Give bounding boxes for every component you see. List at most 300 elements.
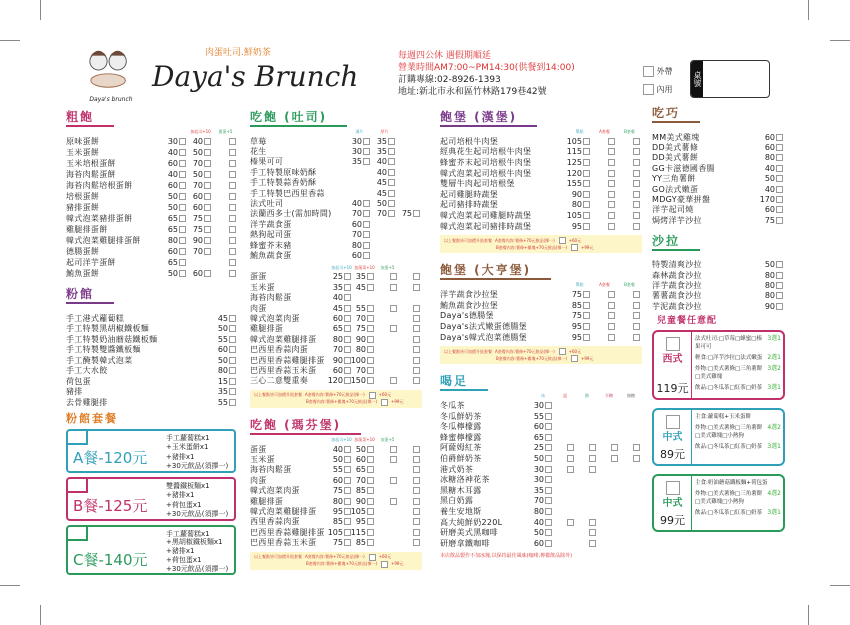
choose-count: 4選2 bbox=[767, 490, 781, 498]
order-checkbox[interactable] bbox=[413, 357, 420, 364]
price-cell bbox=[213, 356, 238, 365]
order-checkbox[interactable] bbox=[179, 193, 186, 200]
order-checkbox[interactable] bbox=[179, 182, 186, 189]
menu-item bbox=[652, 174, 785, 184]
crop-mark bbox=[0, 40, 20, 41]
order-checkbox[interactable] bbox=[367, 518, 374, 525]
order-checkbox[interactable] bbox=[545, 529, 552, 536]
promo-b-checkbox[interactable] bbox=[571, 244, 578, 251]
order-checkbox[interactable] bbox=[229, 325, 236, 332]
price-cell bbox=[213, 345, 238, 354]
order-checkbox[interactable] bbox=[367, 315, 374, 322]
order-checkbox[interactable] bbox=[633, 223, 640, 230]
order-checkbox[interactable] bbox=[589, 455, 596, 462]
order-checkbox[interactable] bbox=[776, 134, 783, 141]
order-checkbox[interactable] bbox=[204, 182, 211, 189]
order-checkbox[interactable] bbox=[204, 204, 211, 211]
order-checkbox[interactable] bbox=[229, 315, 236, 322]
order-checkbox[interactable] bbox=[344, 315, 351, 322]
order-checkbox[interactable] bbox=[344, 498, 351, 505]
order-checkbox[interactable] bbox=[633, 334, 640, 341]
order-checkbox[interactable] bbox=[229, 226, 236, 233]
price-cell bbox=[399, 446, 422, 453]
order-checkbox[interactable] bbox=[776, 154, 783, 161]
order-checkbox[interactable] bbox=[545, 540, 552, 547]
order-checkbox[interactable] bbox=[390, 284, 397, 291]
noodle-sets-title: 粉館套餐 bbox=[66, 411, 118, 425]
order-checkbox[interactable] bbox=[390, 446, 397, 453]
price-cell bbox=[576, 455, 598, 462]
order-checkbox[interactable] bbox=[179, 138, 186, 145]
column-headers bbox=[440, 391, 642, 400]
promo-a-checkbox[interactable] bbox=[559, 348, 566, 355]
item-price: 80 bbox=[764, 153, 775, 163]
order-checkbox[interactable] bbox=[229, 149, 236, 156]
item-price: 80 bbox=[355, 345, 366, 355]
order-checkbox[interactable] bbox=[367, 284, 374, 291]
order-checkbox[interactable] bbox=[390, 456, 397, 463]
order-checkbox[interactable] bbox=[344, 456, 351, 463]
order-checkbox[interactable] bbox=[583, 170, 590, 177]
order-checkbox[interactable] bbox=[367, 446, 374, 453]
order-checkbox[interactable] bbox=[229, 367, 236, 374]
order-checkbox[interactable] bbox=[608, 212, 615, 219]
order-checkbox[interactable] bbox=[179, 237, 186, 244]
order-checkbox[interactable] bbox=[229, 259, 236, 266]
order-checkbox[interactable] bbox=[608, 191, 615, 198]
order-checkbox[interactable] bbox=[583, 201, 590, 208]
order-checkbox[interactable] bbox=[589, 540, 596, 547]
order-checkbox[interactable] bbox=[608, 312, 615, 319]
order-checkbox[interactable] bbox=[390, 377, 397, 384]
meal-option-line[interactable] bbox=[695, 354, 781, 362]
order-checkbox[interactable] bbox=[589, 529, 596, 536]
menu-item bbox=[250, 188, 422, 198]
order-checkbox[interactable] bbox=[344, 466, 351, 473]
order-checkbox[interactable] bbox=[583, 191, 590, 198]
order-checkbox[interactable] bbox=[367, 336, 374, 343]
order-checkbox[interactable] bbox=[545, 508, 552, 515]
order-checkbox[interactable] bbox=[583, 212, 590, 219]
order-checkbox[interactable] bbox=[608, 302, 615, 309]
kids-meal-card[interactable] bbox=[652, 474, 785, 532]
order-checkbox[interactable] bbox=[413, 466, 420, 473]
order-checkbox[interactable] bbox=[229, 248, 236, 255]
order-checkbox[interactable] bbox=[367, 529, 374, 536]
item-price: 65 bbox=[167, 258, 178, 267]
kids-meal-card[interactable] bbox=[652, 330, 785, 400]
order-checkbox[interactable] bbox=[229, 182, 236, 189]
order-checkbox[interactable] bbox=[367, 367, 374, 374]
meal-option-line[interactable] bbox=[695, 443, 781, 451]
meal-option-line[interactable] bbox=[695, 413, 781, 421]
order-checkbox[interactable] bbox=[367, 508, 374, 515]
order-checkbox[interactable] bbox=[344, 325, 351, 332]
order-checkbox[interactable] bbox=[567, 466, 574, 473]
meal-option-line[interactable] bbox=[695, 479, 781, 487]
order-checkbox[interactable] bbox=[545, 402, 552, 409]
order-checkbox[interactable] bbox=[633, 159, 640, 166]
menu-item bbox=[250, 506, 422, 516]
order-checkbox[interactable] bbox=[413, 346, 420, 353]
order-checkbox[interactable] bbox=[229, 399, 236, 406]
price-cell bbox=[567, 311, 592, 320]
order-checkbox[interactable] bbox=[204, 171, 211, 178]
order-checkbox[interactable] bbox=[633, 444, 640, 451]
order-checkbox[interactable] bbox=[367, 477, 374, 484]
store-info bbox=[398, 50, 575, 98]
order-checkbox[interactable] bbox=[344, 477, 351, 484]
order-checkbox[interactable] bbox=[413, 210, 420, 217]
takeout-option[interactable]: 外帶 bbox=[642, 63, 673, 81]
order-checkbox[interactable] bbox=[367, 305, 374, 312]
order-checkbox[interactable] bbox=[204, 270, 211, 277]
price-cell bbox=[617, 201, 642, 208]
order-checkbox[interactable] bbox=[229, 336, 236, 343]
order-checkbox[interactable] bbox=[413, 325, 420, 332]
order-checkbox[interactable] bbox=[608, 138, 615, 145]
order-checkbox[interactable] bbox=[363, 221, 370, 228]
order-checkbox[interactable] bbox=[583, 138, 590, 145]
noodle-set-a[interactable] bbox=[66, 429, 236, 473]
order-checkbox[interactable] bbox=[367, 346, 374, 353]
order-checkbox[interactable] bbox=[229, 204, 236, 211]
meal-option-line[interactable] bbox=[695, 509, 781, 517]
order-checkbox[interactable] bbox=[413, 284, 420, 291]
order-checkbox[interactable] bbox=[229, 215, 236, 222]
order-checkbox[interactable] bbox=[179, 226, 186, 233]
order-checkbox[interactable] bbox=[363, 210, 370, 217]
order-checkbox[interactable] bbox=[363, 158, 370, 165]
menu-item bbox=[66, 191, 238, 202]
order-checkbox[interactable] bbox=[633, 291, 640, 298]
order-checkbox[interactable] bbox=[388, 210, 395, 217]
menu-item bbox=[250, 475, 422, 485]
order-checkbox[interactable] bbox=[413, 273, 420, 280]
meal-option-line[interactable] bbox=[695, 384, 781, 392]
order-checkbox[interactable] bbox=[545, 455, 552, 462]
order-checkbox[interactable] bbox=[633, 212, 640, 219]
order-checkbox[interactable] bbox=[367, 498, 374, 505]
order-checkbox[interactable] bbox=[776, 165, 783, 172]
order-checkbox[interactable] bbox=[229, 388, 236, 395]
order-checkbox[interactable] bbox=[545, 413, 552, 420]
order-checkbox[interactable] bbox=[776, 206, 783, 213]
order-checkbox[interactable] bbox=[204, 193, 211, 200]
order-checkbox[interactable] bbox=[204, 215, 211, 222]
order-checkbox[interactable] bbox=[776, 292, 783, 299]
order-checkbox[interactable] bbox=[583, 312, 590, 319]
order-checkbox[interactable] bbox=[344, 518, 351, 525]
order-checkbox[interactable] bbox=[204, 138, 211, 145]
order-checkbox[interactable] bbox=[633, 148, 640, 155]
order-checkbox[interactable] bbox=[545, 519, 552, 526]
order-checkbox[interactable] bbox=[413, 446, 420, 453]
order-checkbox[interactable] bbox=[344, 367, 351, 374]
item-name: 海苔肉鬆培根蛋餅 bbox=[66, 181, 133, 190]
order-checkbox[interactable] bbox=[413, 377, 420, 384]
order-checkbox[interactable] bbox=[776, 175, 783, 182]
item-price: 60 bbox=[332, 313, 343, 323]
price-cell bbox=[330, 465, 353, 474]
order-checkbox[interactable] bbox=[583, 302, 590, 309]
order-checkbox[interactable] bbox=[367, 273, 374, 280]
order-checkbox[interactable] bbox=[583, 223, 590, 230]
order-checkbox[interactable] bbox=[633, 191, 640, 198]
price-cell bbox=[350, 527, 376, 537]
promo-b-checkbox[interactable] bbox=[571, 355, 578, 362]
order-checkbox[interactable] bbox=[229, 138, 236, 145]
order-checkbox[interactable] bbox=[204, 160, 211, 167]
order-checkbox[interactable] bbox=[633, 455, 640, 462]
order-checkbox[interactable] bbox=[567, 455, 574, 462]
order-checkbox[interactable] bbox=[390, 273, 397, 280]
meal-option-line[interactable] bbox=[695, 335, 781, 351]
order-checkbox[interactable] bbox=[388, 169, 395, 176]
promo-a-checkbox[interactable] bbox=[559, 237, 566, 244]
order-checkbox[interactable] bbox=[363, 138, 370, 145]
item-name: 蜂蜜芥末起司培根牛肉堡 bbox=[440, 157, 532, 167]
order-checkbox[interactable] bbox=[229, 171, 236, 178]
order-checkbox[interactable] bbox=[633, 302, 640, 309]
order-checkbox[interactable] bbox=[344, 284, 351, 291]
order-checkbox[interactable] bbox=[388, 190, 395, 197]
order-checkbox[interactable] bbox=[229, 237, 236, 244]
meal-option-line[interactable] bbox=[695, 490, 781, 506]
order-checkbox[interactable] bbox=[776, 261, 783, 268]
order-checkbox[interactable] bbox=[583, 148, 590, 155]
order-checkbox[interactable] bbox=[413, 367, 420, 374]
order-checkbox[interactable] bbox=[344, 273, 351, 280]
order-checkbox[interactable] bbox=[589, 444, 596, 451]
menu-item bbox=[250, 167, 422, 177]
promo-a-checkbox[interactable] bbox=[369, 554, 376, 561]
order-checkbox[interactable] bbox=[608, 180, 615, 187]
order-checkbox[interactable] bbox=[545, 434, 552, 441]
order-checkbox[interactable] bbox=[567, 444, 574, 451]
logo: Daya's brunch bbox=[80, 46, 142, 104]
order-checkbox[interactable] bbox=[204, 237, 211, 244]
promo-a: A套餐內容:薯條+70元飲品(擇一) bbox=[305, 392, 365, 398]
order-checkbox[interactable] bbox=[204, 149, 211, 156]
menu-item bbox=[440, 221, 642, 232]
item-price: 30 bbox=[167, 137, 178, 146]
order-checkbox[interactable] bbox=[413, 529, 420, 536]
order-checkbox[interactable] bbox=[229, 270, 236, 277]
order-checkbox[interactable] bbox=[179, 259, 186, 266]
order-checkbox[interactable] bbox=[545, 423, 552, 430]
price-cell bbox=[353, 345, 376, 354]
dine-in-option[interactable]: 內用 bbox=[642, 81, 673, 99]
order-checkbox[interactable] bbox=[633, 312, 640, 319]
order-checkbox[interactable] bbox=[776, 282, 783, 289]
order-checkbox[interactable] bbox=[413, 305, 420, 312]
order-checkbox[interactable] bbox=[367, 377, 374, 384]
item-name: 培根蛋餅 bbox=[66, 192, 100, 201]
set-checkbox[interactable] bbox=[66, 525, 88, 541]
order-checkbox[interactable] bbox=[367, 539, 374, 546]
order-checkbox[interactable] bbox=[567, 519, 574, 526]
order-checkbox[interactable] bbox=[388, 200, 395, 207]
order-checkbox[interactable] bbox=[229, 160, 236, 167]
order-checkbox[interactable] bbox=[179, 149, 186, 156]
order-checkbox[interactable] bbox=[204, 248, 211, 255]
meal-option-line[interactable] bbox=[695, 365, 781, 381]
meal-option-line[interactable] bbox=[695, 424, 781, 440]
menu-item bbox=[250, 240, 422, 250]
order-checkbox[interactable] bbox=[344, 305, 351, 312]
set-checkbox[interactable] bbox=[66, 429, 88, 445]
order-checkbox[interactable] bbox=[367, 357, 374, 364]
choose-count: 4選2 bbox=[767, 424, 781, 432]
meal-checkbox[interactable] bbox=[666, 481, 680, 495]
order-checkbox[interactable] bbox=[367, 325, 374, 332]
order-checkbox[interactable] bbox=[608, 148, 615, 155]
order-checkbox[interactable] bbox=[608, 201, 615, 208]
order-checkbox[interactable] bbox=[776, 144, 783, 151]
item-price: 60 bbox=[332, 365, 343, 375]
order-checkbox[interactable] bbox=[633, 138, 640, 145]
order-checkbox[interactable] bbox=[179, 270, 186, 277]
order-checkbox[interactable] bbox=[776, 272, 783, 279]
order-checkbox[interactable] bbox=[204, 226, 211, 233]
order-checkbox[interactable] bbox=[608, 291, 615, 298]
order-checkbox[interactable] bbox=[363, 252, 370, 259]
item-price: 40 bbox=[533, 517, 544, 527]
promo-a-checkbox[interactable] bbox=[369, 392, 376, 399]
order-checkbox[interactable] bbox=[633, 170, 640, 177]
order-checkbox[interactable] bbox=[608, 223, 615, 230]
order-checkbox[interactable] bbox=[413, 539, 420, 546]
order-checkbox[interactable] bbox=[388, 148, 395, 155]
order-checkbox[interactable] bbox=[390, 305, 397, 312]
order-checkbox[interactable] bbox=[229, 193, 236, 200]
order-checkbox[interactable] bbox=[413, 498, 420, 505]
order-checkbox[interactable] bbox=[589, 519, 596, 526]
order-checkbox[interactable] bbox=[608, 334, 615, 341]
menu-item bbox=[250, 517, 422, 527]
price-cell bbox=[353, 476, 376, 485]
order-checkbox[interactable] bbox=[633, 323, 640, 330]
order-checkbox[interactable] bbox=[367, 487, 374, 494]
order-checkbox[interactable] bbox=[179, 204, 186, 211]
order-checkbox[interactable] bbox=[608, 323, 615, 330]
noodle-set-c[interactable] bbox=[66, 525, 236, 575]
order-checkbox[interactable] bbox=[344, 446, 351, 453]
order-checkbox[interactable] bbox=[344, 336, 351, 343]
order-checkbox[interactable] bbox=[611, 444, 618, 451]
price-cell bbox=[372, 209, 397, 218]
order-checkbox[interactable] bbox=[583, 291, 590, 298]
order-checkbox[interactable] bbox=[344, 539, 351, 546]
order-checkbox[interactable] bbox=[390, 477, 397, 484]
order-checkbox[interactable] bbox=[413, 477, 420, 484]
item-name: 鮪魚蔬食蛋 bbox=[250, 250, 292, 260]
order-checkbox[interactable] bbox=[344, 346, 351, 353]
order-checkbox[interactable] bbox=[344, 294, 351, 301]
price-cell bbox=[353, 283, 376, 292]
item-name: 巴西里香蒜雞腿排蛋 bbox=[250, 355, 325, 365]
order-checkbox[interactable] bbox=[776, 303, 783, 310]
set-checkbox[interactable] bbox=[66, 477, 88, 493]
order-checkbox[interactable] bbox=[633, 201, 640, 208]
order-checkbox[interactable] bbox=[388, 179, 395, 186]
order-checkbox[interactable] bbox=[388, 138, 395, 145]
order-checkbox[interactable] bbox=[413, 487, 420, 494]
order-checkbox[interactable] bbox=[776, 217, 783, 224]
order-checkbox[interactable] bbox=[776, 196, 783, 203]
order-checkbox[interactable] bbox=[344, 487, 351, 494]
order-checkbox[interactable] bbox=[413, 518, 420, 525]
price-cell bbox=[592, 334, 617, 341]
meal-checkbox[interactable] bbox=[666, 415, 680, 429]
order-checkbox[interactable] bbox=[179, 171, 186, 178]
order-checkbox[interactable] bbox=[363, 242, 370, 249]
order-checkbox[interactable] bbox=[611, 455, 618, 462]
order-checkbox[interactable] bbox=[413, 315, 420, 322]
order-checkbox[interactable] bbox=[367, 456, 374, 463]
order-checkbox[interactable] bbox=[179, 160, 186, 167]
order-checkbox[interactable] bbox=[633, 180, 640, 187]
order-checkbox[interactable] bbox=[545, 497, 552, 504]
order-checkbox[interactable] bbox=[545, 476, 552, 483]
order-checkbox[interactable] bbox=[545, 444, 552, 451]
order-checkbox[interactable] bbox=[388, 158, 395, 165]
noodle-set-b[interactable] bbox=[66, 477, 236, 521]
order-checkbox[interactable] bbox=[179, 215, 186, 222]
section-noodles bbox=[66, 283, 238, 408]
price-cell bbox=[347, 199, 372, 208]
order-checkbox[interactable] bbox=[589, 466, 596, 473]
item-price: 50 bbox=[192, 148, 203, 157]
order-checkbox[interactable] bbox=[179, 248, 186, 255]
order-checkbox[interactable] bbox=[413, 336, 420, 343]
promo-b-checkbox[interactable] bbox=[381, 561, 388, 568]
order-checkbox[interactable] bbox=[583, 323, 590, 330]
order-checkbox[interactable] bbox=[583, 159, 590, 166]
order-checkbox[interactable] bbox=[776, 186, 783, 193]
item-name: 肉蛋 bbox=[250, 475, 267, 485]
order-checkbox[interactable] bbox=[583, 180, 590, 187]
order-checkbox[interactable] bbox=[545, 487, 552, 494]
order-checkbox[interactable] bbox=[390, 498, 397, 505]
order-checkbox[interactable] bbox=[545, 466, 552, 473]
price-cell bbox=[213, 215, 238, 222]
order-checkbox[interactable] bbox=[363, 148, 370, 155]
order-checkbox[interactable] bbox=[608, 159, 615, 166]
table-number-field[interactable]: 桌號 bbox=[690, 60, 770, 98]
meal-checkbox[interactable] bbox=[666, 337, 680, 351]
order-checkbox[interactable] bbox=[229, 346, 236, 353]
order-checkbox[interactable] bbox=[229, 378, 236, 385]
set-item: +豬排x1 bbox=[166, 547, 195, 556]
price-cell bbox=[399, 518, 422, 525]
order-checkbox[interactable] bbox=[413, 456, 420, 463]
choose-count: 3選1 bbox=[767, 384, 781, 392]
order-checkbox[interactable] bbox=[583, 334, 590, 341]
order-checkbox[interactable] bbox=[363, 200, 370, 207]
kids-meal-card[interactable] bbox=[652, 408, 785, 466]
order-checkbox[interactable] bbox=[608, 170, 615, 177]
order-checkbox[interactable] bbox=[229, 357, 236, 364]
order-checkbox[interactable] bbox=[363, 231, 370, 238]
item-price: 50 bbox=[533, 454, 544, 464]
order-checkbox[interactable] bbox=[390, 325, 397, 332]
promo-b-checkbox[interactable] bbox=[381, 399, 388, 406]
order-checkbox[interactable] bbox=[367, 466, 374, 473]
order-checkbox[interactable] bbox=[413, 508, 420, 515]
menu-item bbox=[66, 324, 238, 335]
